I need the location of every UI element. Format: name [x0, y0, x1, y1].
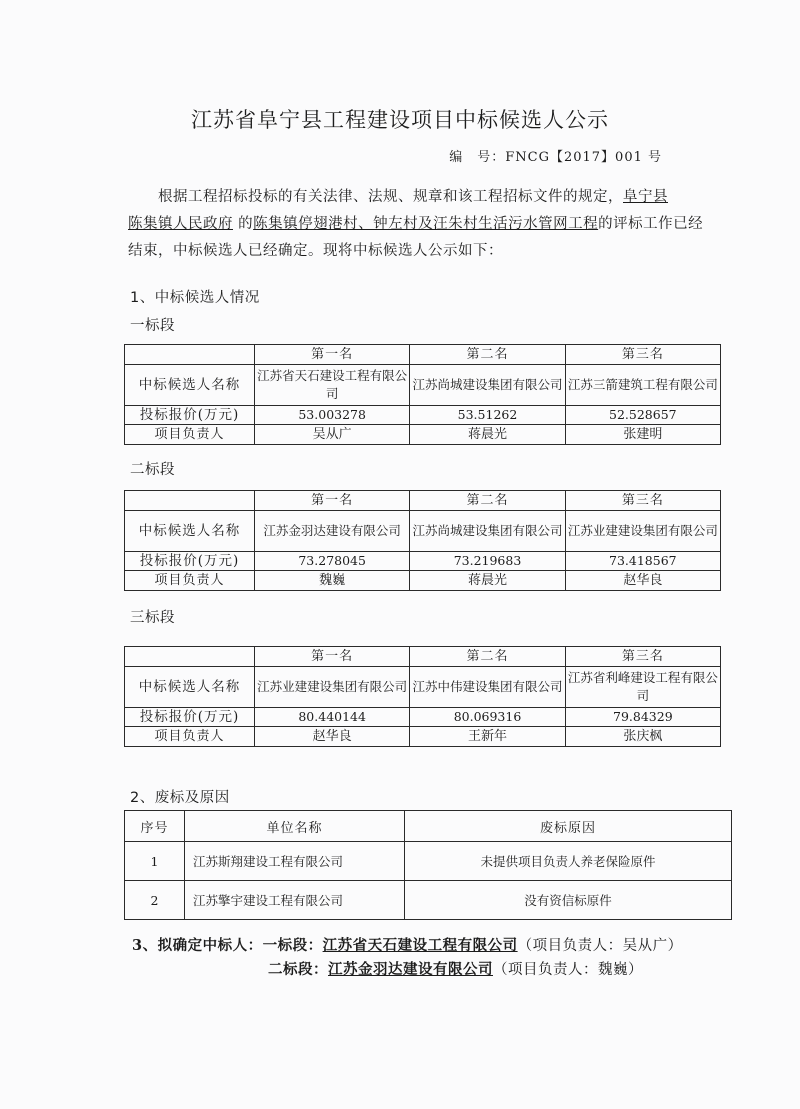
unit-name: 江苏擎宇建设工程有限公司	[185, 881, 405, 920]
table-row	[125, 667, 721, 708]
table-row	[125, 811, 732, 842]
candidate-name: 江苏业建建设集团有限公司	[565, 511, 720, 552]
header-cell: 第二名	[410, 491, 565, 511]
candidate-name: 江苏业建建设集团有限公司	[255, 667, 410, 708]
intro-text-2: 的	[233, 216, 254, 232]
header-cell: 第一名	[255, 345, 410, 365]
project-manager: 张庆枫	[565, 727, 720, 747]
table-row	[125, 842, 732, 881]
project-manager: 赵华良	[565, 571, 720, 591]
bid-price: 73.219683	[410, 552, 565, 571]
row-label: 投标报价(万元)	[125, 406, 255, 425]
header-cell: 废标原因	[405, 811, 732, 842]
row-label: 投标报价(万元)	[125, 552, 255, 571]
table-row	[125, 491, 721, 511]
lot1-table	[124, 344, 721, 445]
table-row	[125, 345, 721, 365]
award-note: （项目负责人：吴从广）	[517, 938, 683, 954]
candidate-name: 江苏尚城建设集团有限公司	[410, 365, 565, 406]
project-name: 陈集镇停翅港村、钟左村及汪朱村生活污水管网工程	[253, 216, 599, 232]
header-cell: 第三名	[565, 345, 720, 365]
row-label: 项目负责人	[125, 425, 255, 445]
project-manager: 魏巍	[255, 571, 410, 591]
table-row	[125, 708, 721, 727]
row-label: 中标候选人名称	[125, 667, 255, 708]
document-number: 编 号：FNCG【2017】001 号	[449, 150, 662, 165]
owner-name-1: 阜宁县	[623, 189, 668, 205]
project-manager: 赵华良	[255, 727, 410, 747]
row-number: 2	[125, 881, 185, 920]
lot3-label: 三标段	[130, 610, 175, 626]
header-cell: 第二名	[410, 345, 565, 365]
bid-price: 79.84329	[565, 708, 720, 727]
intro-paragraph	[128, 184, 718, 265]
rejected-table	[124, 810, 732, 920]
section2-title: 2、废标及原因	[130, 790, 230, 806]
table-row	[125, 571, 721, 591]
bid-price: 52.528657	[565, 406, 720, 425]
bid-price: 73.278045	[255, 552, 410, 571]
award-note: （项目负责人：魏巍）	[493, 962, 643, 978]
lot3-table	[124, 646, 721, 747]
intro-text-3: 的评标工作已经结束，中标候选人已经确定。现将中标候选人公示如下：	[128, 216, 704, 259]
owner-name-2: 陈集镇人民政府	[128, 216, 233, 232]
bid-price: 80.069316	[410, 708, 565, 727]
table-cell	[125, 647, 255, 667]
table-row	[125, 727, 721, 747]
project-manager: 吴从广	[255, 425, 410, 445]
award-winner: 江苏金羽达建设有限公司	[328, 961, 493, 978]
award-lot: 一标段：	[262, 937, 323, 954]
lot2-table	[124, 490, 721, 591]
table-cell	[125, 491, 255, 511]
unit-name: 江苏斯翔建设工程有限公司	[185, 842, 405, 881]
bid-price: 53.51262	[410, 406, 565, 425]
bid-price: 53.003278	[255, 406, 410, 425]
award-winner: 江苏省天石建设工程有限公司	[322, 937, 518, 954]
header-cell: 第一名	[255, 491, 410, 511]
reject-reason: 未提供项目负责人养老保险原件	[405, 842, 732, 881]
row-number: 1	[125, 842, 185, 881]
bid-price: 73.418567	[565, 552, 720, 571]
candidate-name: 江苏尚城建设集团有限公司	[410, 511, 565, 552]
candidate-name: 江苏省天石建设工程有限公司	[255, 365, 410, 406]
project-manager: 蒋晨光	[410, 571, 565, 591]
table-row	[125, 647, 721, 667]
table-row	[125, 552, 721, 571]
table-cell	[125, 345, 255, 365]
award-lot: 二标段：	[268, 961, 328, 978]
row-label: 项目负责人	[125, 727, 255, 747]
header-cell: 序号	[125, 811, 185, 842]
bid-price: 80.440144	[255, 708, 410, 727]
row-label: 中标候选人名称	[125, 511, 255, 552]
table-row	[125, 365, 721, 406]
section1-title: 1、中标候选人情况	[130, 290, 260, 306]
header-cell: 单位名称	[185, 811, 405, 842]
header-cell: 第三名	[565, 491, 720, 511]
candidate-name: 江苏金羽达建设有限公司	[255, 511, 410, 552]
row-label: 投标报价(万元)	[125, 708, 255, 727]
page-title: 江苏省阜宁县工程建设项目中标候选人公示	[191, 108, 609, 132]
lot1-label: 一标段	[130, 318, 175, 334]
project-manager: 张建明	[565, 425, 720, 445]
award-line-1	[132, 934, 683, 955]
reject-reason: 没有资信标原件	[405, 881, 732, 920]
candidate-name: 江苏三箭建筑工程有限公司	[565, 365, 720, 406]
row-label: 项目负责人	[125, 571, 255, 591]
section3-title: 3、拟确定中标人：	[132, 937, 263, 954]
project-manager: 王新年	[410, 727, 565, 747]
header-cell: 第三名	[565, 647, 720, 667]
intro-text-1: 根据工程招标投标的有关法律、法规、规章和该工程招标文件的规定，	[158, 189, 623, 205]
header-cell: 第一名	[255, 647, 410, 667]
table-row	[125, 425, 721, 445]
lot2-label: 二标段	[130, 462, 175, 478]
header-cell: 第二名	[410, 647, 565, 667]
project-manager: 蒋晨光	[410, 425, 565, 445]
candidate-name: 江苏省利峰建设工程有限公司	[565, 667, 720, 708]
table-row	[125, 881, 732, 920]
row-label: 中标候选人名称	[125, 365, 255, 406]
award-line-2	[268, 958, 643, 979]
table-row	[125, 406, 721, 425]
candidate-name: 江苏中伟建设集团有限公司	[410, 667, 565, 708]
table-row	[125, 511, 721, 552]
